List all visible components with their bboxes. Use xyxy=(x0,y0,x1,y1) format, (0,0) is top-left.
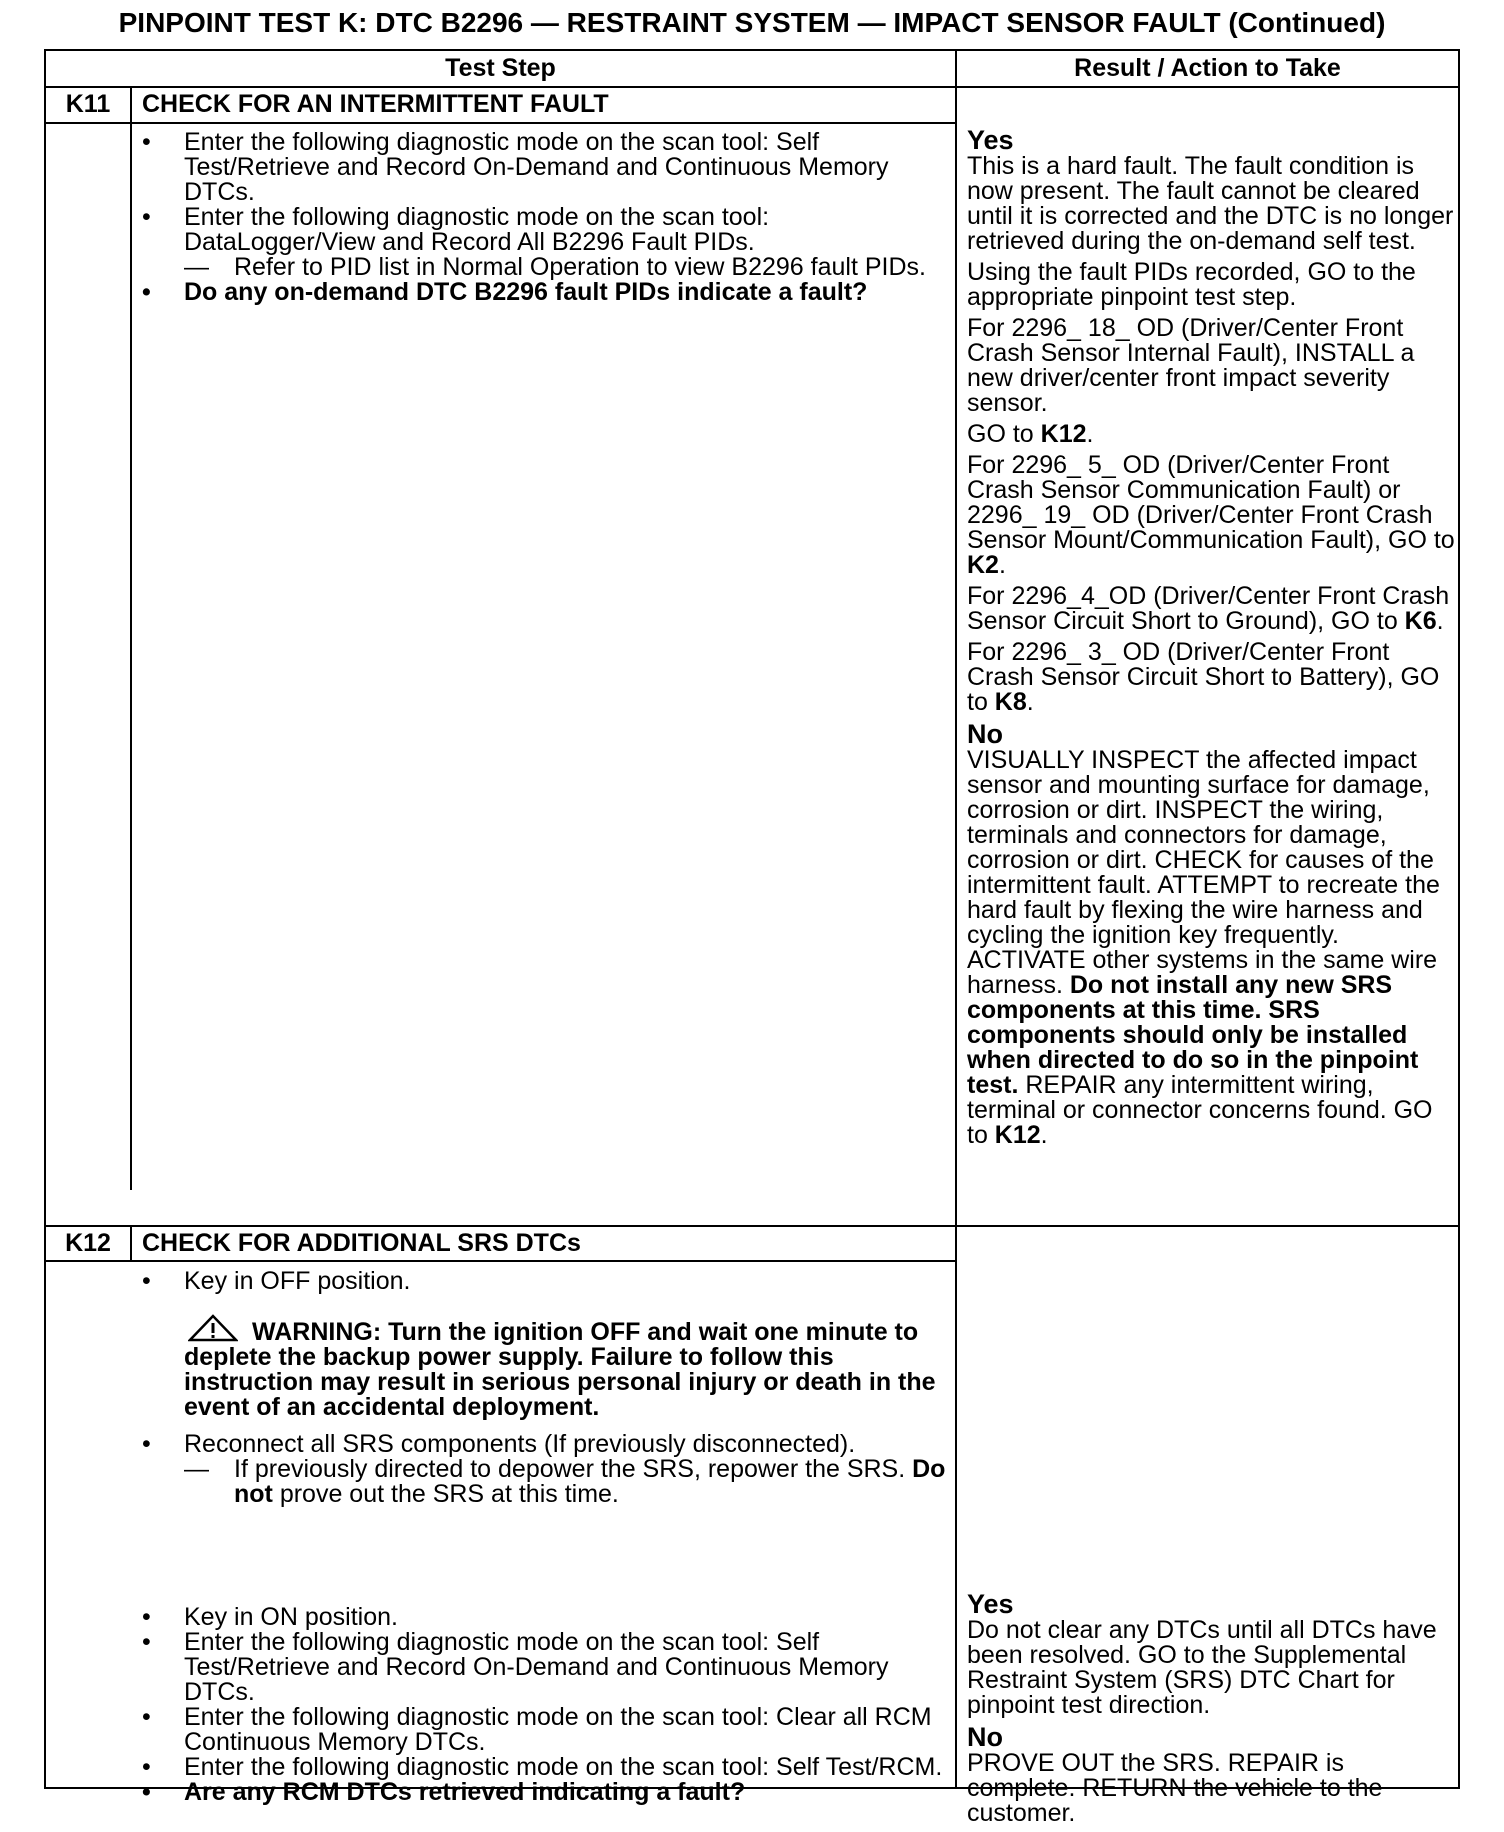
k11-yes-p6-text: For 2296_4_OD (Driver/Center Front Crash Sensor Circuit Short to Ground), GO to xyxy=(967,582,1450,635)
k12-bullet-3: • Key in ON position. xyxy=(142,1605,952,1630)
k12-sub-bullet-1 xyxy=(184,1457,952,1507)
column-divider xyxy=(955,51,957,1787)
k12-yes-p: Do not clear any DTCs until all DTCs have been resolved. GO to the Supplemental Restraint System (SRS) DTC Chart for pinpoint test direction. xyxy=(967,1616,1437,1719)
k12-bullet-7: • Are any RCM DTCs retrieved indicating a fault? xyxy=(142,1780,952,1805)
k12-bullet-6: • Enter the following diagnostic mode on the scan tool: Self Test/RCM. xyxy=(142,1755,952,1780)
warning-triangle-icon xyxy=(188,1314,238,1342)
k12-bullet-5: • Enter the following diagnostic mode on the scan tool: Clear all RCM Continuous Memory DTCs. xyxy=(142,1705,952,1755)
k11-yes-p1: This is a hard fault. The fault condition is now present. The fault cannot be cleared until it is corrected and the DTC is no longer retrieved during the on-demand self test. xyxy=(967,152,1454,255)
k11-yes-p5-end: . xyxy=(998,551,1006,579)
page-title: PINPOINT TEST K: DTC B2296 — RESTRAINT SYSTEM — IMPACT SENSOR FAULT (Continued) xyxy=(118,7,1386,38)
k11-result xyxy=(967,127,1457,1154)
k12-sub-bold: Do not xyxy=(234,1455,946,1508)
k11-no-text: VISUALLY INSPECT the affected impact sensor and mounting surface for damage, corrosion or dirt. INSPECT the wiring, terminals and connectors for damage, corrosion or dirt. CHECK for causes of the intermittent fault. ATTEMPT to recreate the hard fault by flexing the wire harness and cycling the ignition key frequently. ACTIVATE other systems in the same wire harness. xyxy=(967,746,1440,999)
k12-no-p: PROVE OUT the SRS. REPAIR is complete. RETURN the vehicle to the customer. xyxy=(967,1749,1383,1827)
k11-yes-p2: Using the fault PIDs recorded, GO to the appropriate pinpoint test step. xyxy=(967,258,1416,311)
pinpoint-test-table xyxy=(44,49,1460,1827)
k11-yes-p6-end: . xyxy=(1436,607,1444,635)
k12-result xyxy=(967,1591,1457,1832)
k12-warning xyxy=(142,1314,952,1420)
header-test-step: Test Step xyxy=(445,54,556,82)
k11-bullet-1: • Enter the following diagnostic mode on the scan tool: Self Test/Retrieve and Record On-Demand and Continuous Memory DTCs. xyxy=(142,130,942,205)
k11-sub-bullet-1: — Refer to PID list in Normal Operation to view B2296 fault PIDs. xyxy=(184,255,942,280)
k11-bullet-2 xyxy=(142,205,942,280)
k11-title-divider xyxy=(46,122,955,124)
k12-instructions-a xyxy=(142,1269,952,1507)
k12-bullet-2-text: Reconnect all SRS components (If previously disconnected). xyxy=(184,1430,856,1458)
k11-ref-k6: K6 xyxy=(1404,607,1437,635)
k11-yes-p3: For 2296_ 18_ OD (Driver/Center Front Crash Sensor Internal Fault), INSTALL a new driver/center front impact severity sensor. xyxy=(967,314,1415,417)
k12-warning-text: WARNING: Turn the ignition OFF and wait one minute to deplete the backup power supply. Failure to follow this instruction may result in serious personal injury or death in the event of an accidental deployment. xyxy=(184,1318,936,1421)
k11-id-divider xyxy=(130,86,132,1190)
k11-yes-p5-text: For 2296_ 5_ OD (Driver/Center Front Crash Sensor Communication Fault) or 2296_ 19_ OD (Driver/Center Front Crash Sensor Mount/Communication Fault), GO to xyxy=(967,451,1455,554)
k12-yes-label: Yes xyxy=(967,1589,1014,1619)
k11-ref-k8: K8 xyxy=(994,688,1027,716)
k11-yes-p4-text: GO to xyxy=(967,420,1041,448)
k12-sub-text: If previously directed to depower the SRS, repower the SRS. xyxy=(234,1455,913,1483)
k11-no-label: No xyxy=(967,719,1003,749)
k11-no-p xyxy=(967,748,1457,1148)
k11-step-title: CHECK FOR AN INTERMITTENT FAULT xyxy=(142,90,609,118)
k12-bullet-4: • Enter the following diagnostic mode on the scan tool: Self Test/Retrieve and Record On-Demand and Continuous Memory DTCs. xyxy=(142,1630,952,1705)
k12-bullet-1: • Key in OFF position. xyxy=(142,1269,952,1294)
k11-bullet-3: • Do any on-demand DTC B2296 fault PIDs indicate a fault? xyxy=(142,280,942,305)
k11-yes-p4-end: . xyxy=(1086,420,1094,448)
k11-no-text-2: REPAIR any intermittent wiring, terminal or connector concerns found. GO to xyxy=(967,1071,1433,1149)
k11-no-ref-k12: K12 xyxy=(994,1121,1041,1149)
k12-bullet-2 xyxy=(142,1432,952,1507)
header-result: Result / Action to Take xyxy=(1074,54,1341,82)
k11-yes-p4 xyxy=(967,422,1457,447)
k11-yes-p7-end: . xyxy=(1026,688,1034,716)
k11-yes-p7 xyxy=(967,640,1457,715)
k12-step-title: CHECK FOR ADDITIONAL SRS DTCs xyxy=(142,1229,581,1257)
k11-yes-label: Yes xyxy=(967,125,1014,155)
k12-id-divider xyxy=(130,1225,132,1260)
k11-bullet-2-text: Enter the following diagnostic mode on the scan tool: DataLogger/View and Record All B2296 Fault PIDs. xyxy=(184,203,770,256)
k11-instructions xyxy=(142,130,942,305)
k12-sub-text-2: prove out the SRS at this time. xyxy=(272,1480,619,1508)
k11-yes-p7-text: For 2296_ 3_ OD (Driver/Center Front Crash Sensor Circuit Short to Battery), GO to xyxy=(967,638,1440,716)
k12-no-label: No xyxy=(967,1722,1003,1752)
k11-ref-k12: K12 xyxy=(1040,420,1087,448)
k11-no-end: . xyxy=(1040,1121,1048,1149)
k11-no-bold-text: Do not install any new SRS components at this time. SRS components should only be installed when directed to do so in the pinpoint test. xyxy=(967,971,1419,1099)
k12-step-id: K12 xyxy=(65,1229,111,1257)
k11-yes-p6 xyxy=(967,584,1457,634)
k11-yes-p5 xyxy=(967,453,1457,578)
k11-step-id: K11 xyxy=(65,90,111,118)
k12-instructions-b xyxy=(142,1605,952,1805)
k11-ref-k2: K2 xyxy=(967,551,999,579)
